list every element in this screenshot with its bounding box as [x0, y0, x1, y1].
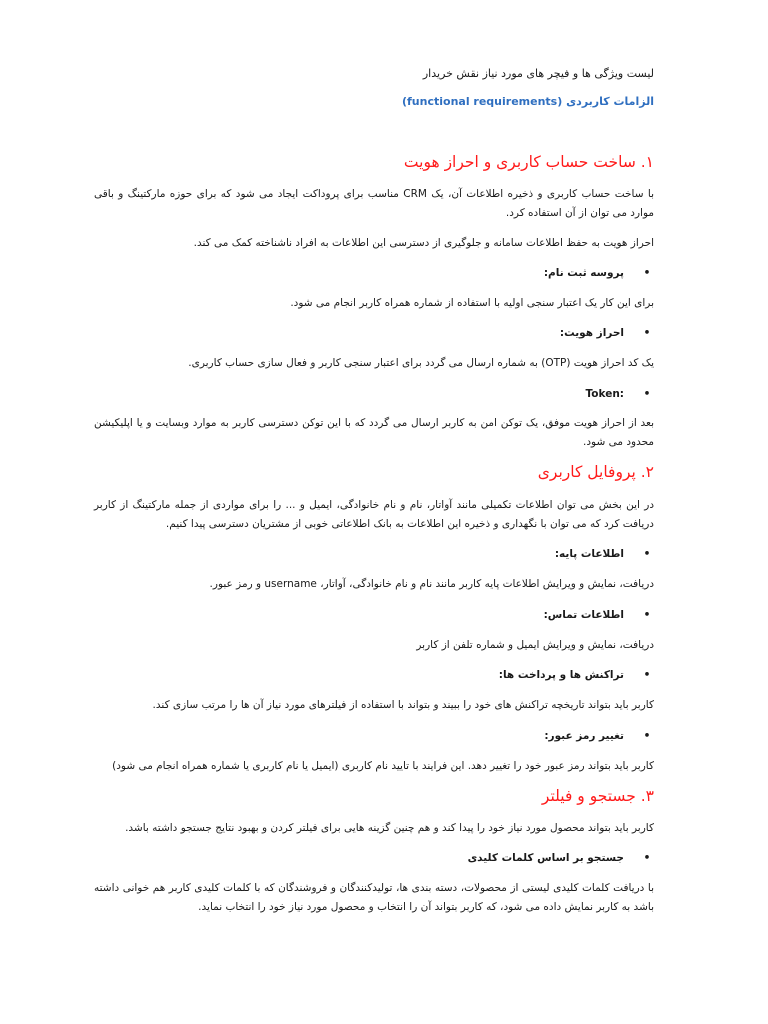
bullet-icon: •: [643, 548, 651, 560]
section-2-bullet-1-text: دریافت، نمایش و ویرایش اطلاعات پایه کاربر مانند نام و نام خانوادگی، آواتار، username و رمز عبور.: [209, 578, 654, 590]
section-1-bullet-3: [94, 385, 654, 404]
bullet-icon: •: [643, 388, 651, 400]
bullet-icon: •: [643, 730, 651, 742]
section-2-bullet-2: [94, 606, 654, 625]
section-1-bullet-1-text: برای این کار یک اعتبار سنجی اولیه با استفاده از شماره همراه کاربر انجام می شود.: [290, 297, 654, 309]
section-2-heading: ۲. پروفایل کاربری: [537, 463, 654, 481]
doc-subtitle: الزامات کاربردی (functional requirements): [401, 95, 654, 108]
section-3-bullet-1-text: با دریافت کلمات کلیدی لیستی از محصولات، دسته بندی ها، تولیدکنندگان و فروشندگان که با کلمات کلیدی کاربر هم خوانی داشته باشد به کاربر نمایش داده می شود، که کاربر بتواند آن را انتخاب و محصول مورد نیاز خود را انتخاب نماید.: [94, 882, 654, 913]
section-3-heading: ۳. جستجو و فیلتر: [541, 787, 654, 805]
bullet-icon: •: [643, 609, 651, 621]
bullet-title: تغییر رمز عبور:: [544, 730, 624, 742]
bullet-title: اطلاعات پایه:: [554, 548, 624, 560]
bullet-icon: •: [643, 669, 651, 681]
section-1-bullet-2: [94, 324, 654, 343]
section-1-bullet-3-text: بعد از احراز هویت موفق، یک توکن امن به کاربر ارسال می گردد که با این توکن دسترسی کاربر به موارد وبسایت و یا اپلیکیشن محدود می شود.: [94, 417, 654, 448]
bullet-title: تراکنش ها و پرداخت ها:: [498, 669, 624, 681]
bullet-icon: •: [643, 852, 651, 864]
section-2-bullet-4: [94, 727, 654, 746]
bullet-icon: •: [643, 267, 651, 279]
section-1-paragraph-2: احراز هویت به حفظ اطلاعات سامانه و جلوگیری از دسترسی این اطلاعات به افراد ناشناخته کمک می کند.: [193, 237, 654, 249]
section-1-heading: ۱. ساخت حساب کاربری و احراز هویت: [403, 153, 654, 171]
section-3-paragraph-1: کاربر باید بتواند محصول مورد نیاز خود را پیدا کند و هم چنین گزینه هایی برای فیلتر کردن و بهبود نتایج جستجو داشته باشد.: [125, 822, 654, 834]
section-3-bullet-1: [94, 849, 654, 868]
bullet-title: جستجو بر اساس کلمات کلیدی: [467, 852, 624, 864]
bullet-title: احراز هویت:: [559, 327, 624, 339]
bullet-icon: •: [643, 327, 651, 339]
section-2-bullet-1: [94, 545, 654, 564]
section-2-bullet-2-text: دریافت، نمایش و ویرایش ایمیل و شماره تلفن از کاربر: [416, 639, 654, 651]
section-1-bullet-2-text: یک کد احراز هویت (OTP) به شماره ارسال می گردد برای اعتبار سنجی کاربر و فعال سازی حساب کاربری.: [188, 357, 654, 369]
bullet-title: اطلاعات تماس:: [543, 609, 624, 621]
bullet-title: پروسه ثبت نام:: [543, 267, 624, 279]
bullet-title: :Token: [585, 388, 624, 400]
section-2-bullet-4-text: کاربر باید بتواند رمز عبور خود را تغییر دهد. این فرایند با تایید نام کاربری (ایمیل یا نام کاربری یا شماره همراه انجام می شود): [112, 760, 654, 772]
section-1-bullet-1: [94, 264, 654, 283]
section-2-bullet-3-text: کاربر باید بتواند تاریخچه تراکنش های خود را ببیند و بتواند با استفاده از فیلترهای مورد نیاز آن ها را مرتب سازی کند.: [152, 699, 654, 711]
section-2-bullet-3: [94, 666, 654, 685]
doc-title: لیست ویژگی ها و فیچر های مورد نیاز نقش خریدار: [422, 67, 654, 80]
section-1-paragraph-1: با ساخت حساب کاربری و ذخیره اطلاعات آن، یک CRM مناسب برای پروداکت ایجاد می شود که برای حوزه مارکتینگ و باقی موارد می توان از آن استفاده کرد.: [94, 188, 655, 219]
section-2-paragraph-1: در این بخش می توان اطلاعات تکمیلی مانند آواتار، نام و نام خانوادگی، ایمیل و ... را برای مواردی از جمله مارکتینگ از کاربر دریافت کرد که می توان با نگهداری و ذخیره این اطلاعات به بانک اطلاعاتی خوبی از مشتریان دسترسی پیدا کنیم.: [94, 499, 654, 530]
